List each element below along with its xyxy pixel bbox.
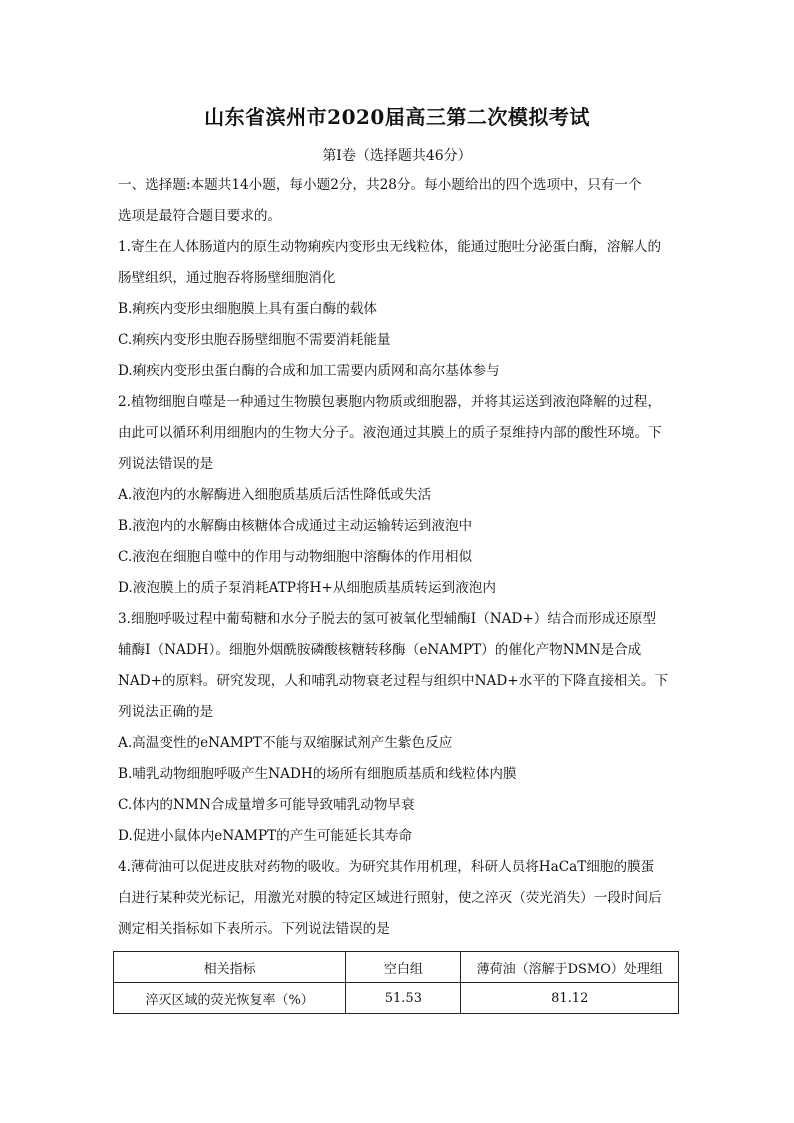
text-line: 白进行某种荧光标记，用激光对膜的特定区域进行照射，使之淬灭（荧光消失）一段时间后 [118,890,662,906]
table-cell: 81.12 [461,983,679,1014]
text-line: NAD+的原料。研究发现，人和哺乳动物衰老过程与组织中NAD+水平的下降直接相关。下 [118,673,669,689]
text-line: 由此可以循环利用细胞内的生物大分子。液泡通过其膜上的质子泵维持内部的酸性环境。下 [118,425,662,441]
table-header-cell: 相关指标 [114,952,346,983]
text-line: 辅酶Ⅰ（NADH）。细胞外烟酰胺磷酸核糖转移酶（eNAMPT）的催化产物NMN是合成 [118,642,642,658]
results-table [113,951,679,1014]
question-body [118,170,678,945]
table-header-row [114,952,679,983]
option-line: B.液泡内的水解酶由核糖体合成通过主动运输转运到液泡中 [118,518,473,534]
table-header-cell: 空白组 [346,952,461,983]
text-line: 1.寄生在人体肠道内的原生动物痢疾内变形虫无线粒体，能通过胞吐分泌蛋白酶，溶解人的 [118,239,662,255]
option-line: D.痢疾内变形虫蛋白酶的合成和加工需要内质网和高尔基体参与 [118,363,500,379]
text-line: 一、选择题:本题共14小题，每小题2分，共28分。每小题给出的四个选项中，只有一个 [118,177,642,193]
text-line: 肠壁组织，通过胞吞将肠壁细胞消化 [118,270,336,286]
table-header-cell: 薄荷油（溶解于DSMO）处理组 [461,952,679,983]
section-subtitle: 第Ⅰ卷（选择题共46分） [322,148,472,164]
table-cell: 淬灭区域的荧光恢复率（%） [114,983,346,1014]
text-line: 列说法正确的是 [118,704,214,720]
text-line: 2.植物细胞自噬是一种通过生物膜包裹胞内物质或细胞器，并将其运送到液泡降解的过程， [118,394,662,410]
option-line: D.液泡膜上的质子泵消耗ATP将H+从细胞质基质转运到液泡内 [118,580,496,596]
option-line: A.液泡内的水解酶进入细胞质基质后活性降低或失活 [118,487,432,503]
option-line: A.高温变性的eNAMPT不能与双缩脲试剂产生紫色反应 [118,735,453,751]
option-line: C.液泡在细胞自噬中的作用与动物细胞中溶酶体的作用相似 [118,549,473,565]
text-line: 3.细胞呼吸过程中葡萄糖和水分子脱去的氢可被氧化型辅酶Ⅰ（NAD+）结合而形成还原型 [118,611,657,627]
text-line: 测定相关指标如下表所示。下列说法错误的是 [118,921,390,937]
option-line: B.哺乳动物细胞呼吸产生NADH的场所有细胞质基质和线粒体内膜 [118,766,517,782]
text-line: 选项是最符合题目要求的。 [118,208,282,224]
table-row [114,983,679,1014]
table-cell: 51.53 [346,983,461,1014]
option-line: B.痢疾内变形虫细胞膜上具有蛋白酶的载体 [118,301,377,317]
text-line: 4.薄荷油可以促进皮肤对药物的吸收。为研究其作用机理，科研人员将HaCaT细胞的膜蛋 [118,859,655,875]
option-line: D.促进小鼠体内eNAMPT的产生可能延长其寿命 [118,828,413,844]
option-line: C.痢疾内变形虫胞吞肠壁细胞不需要消耗能量 [118,332,391,348]
document-title: 山东省滨州市2020届高三第二次模拟考试 [204,105,590,129]
option-line: C.体内的NMN合成量增多可能导致哺乳动物早衰 [118,797,415,813]
text-line: 列说法错误的是 [118,456,214,472]
